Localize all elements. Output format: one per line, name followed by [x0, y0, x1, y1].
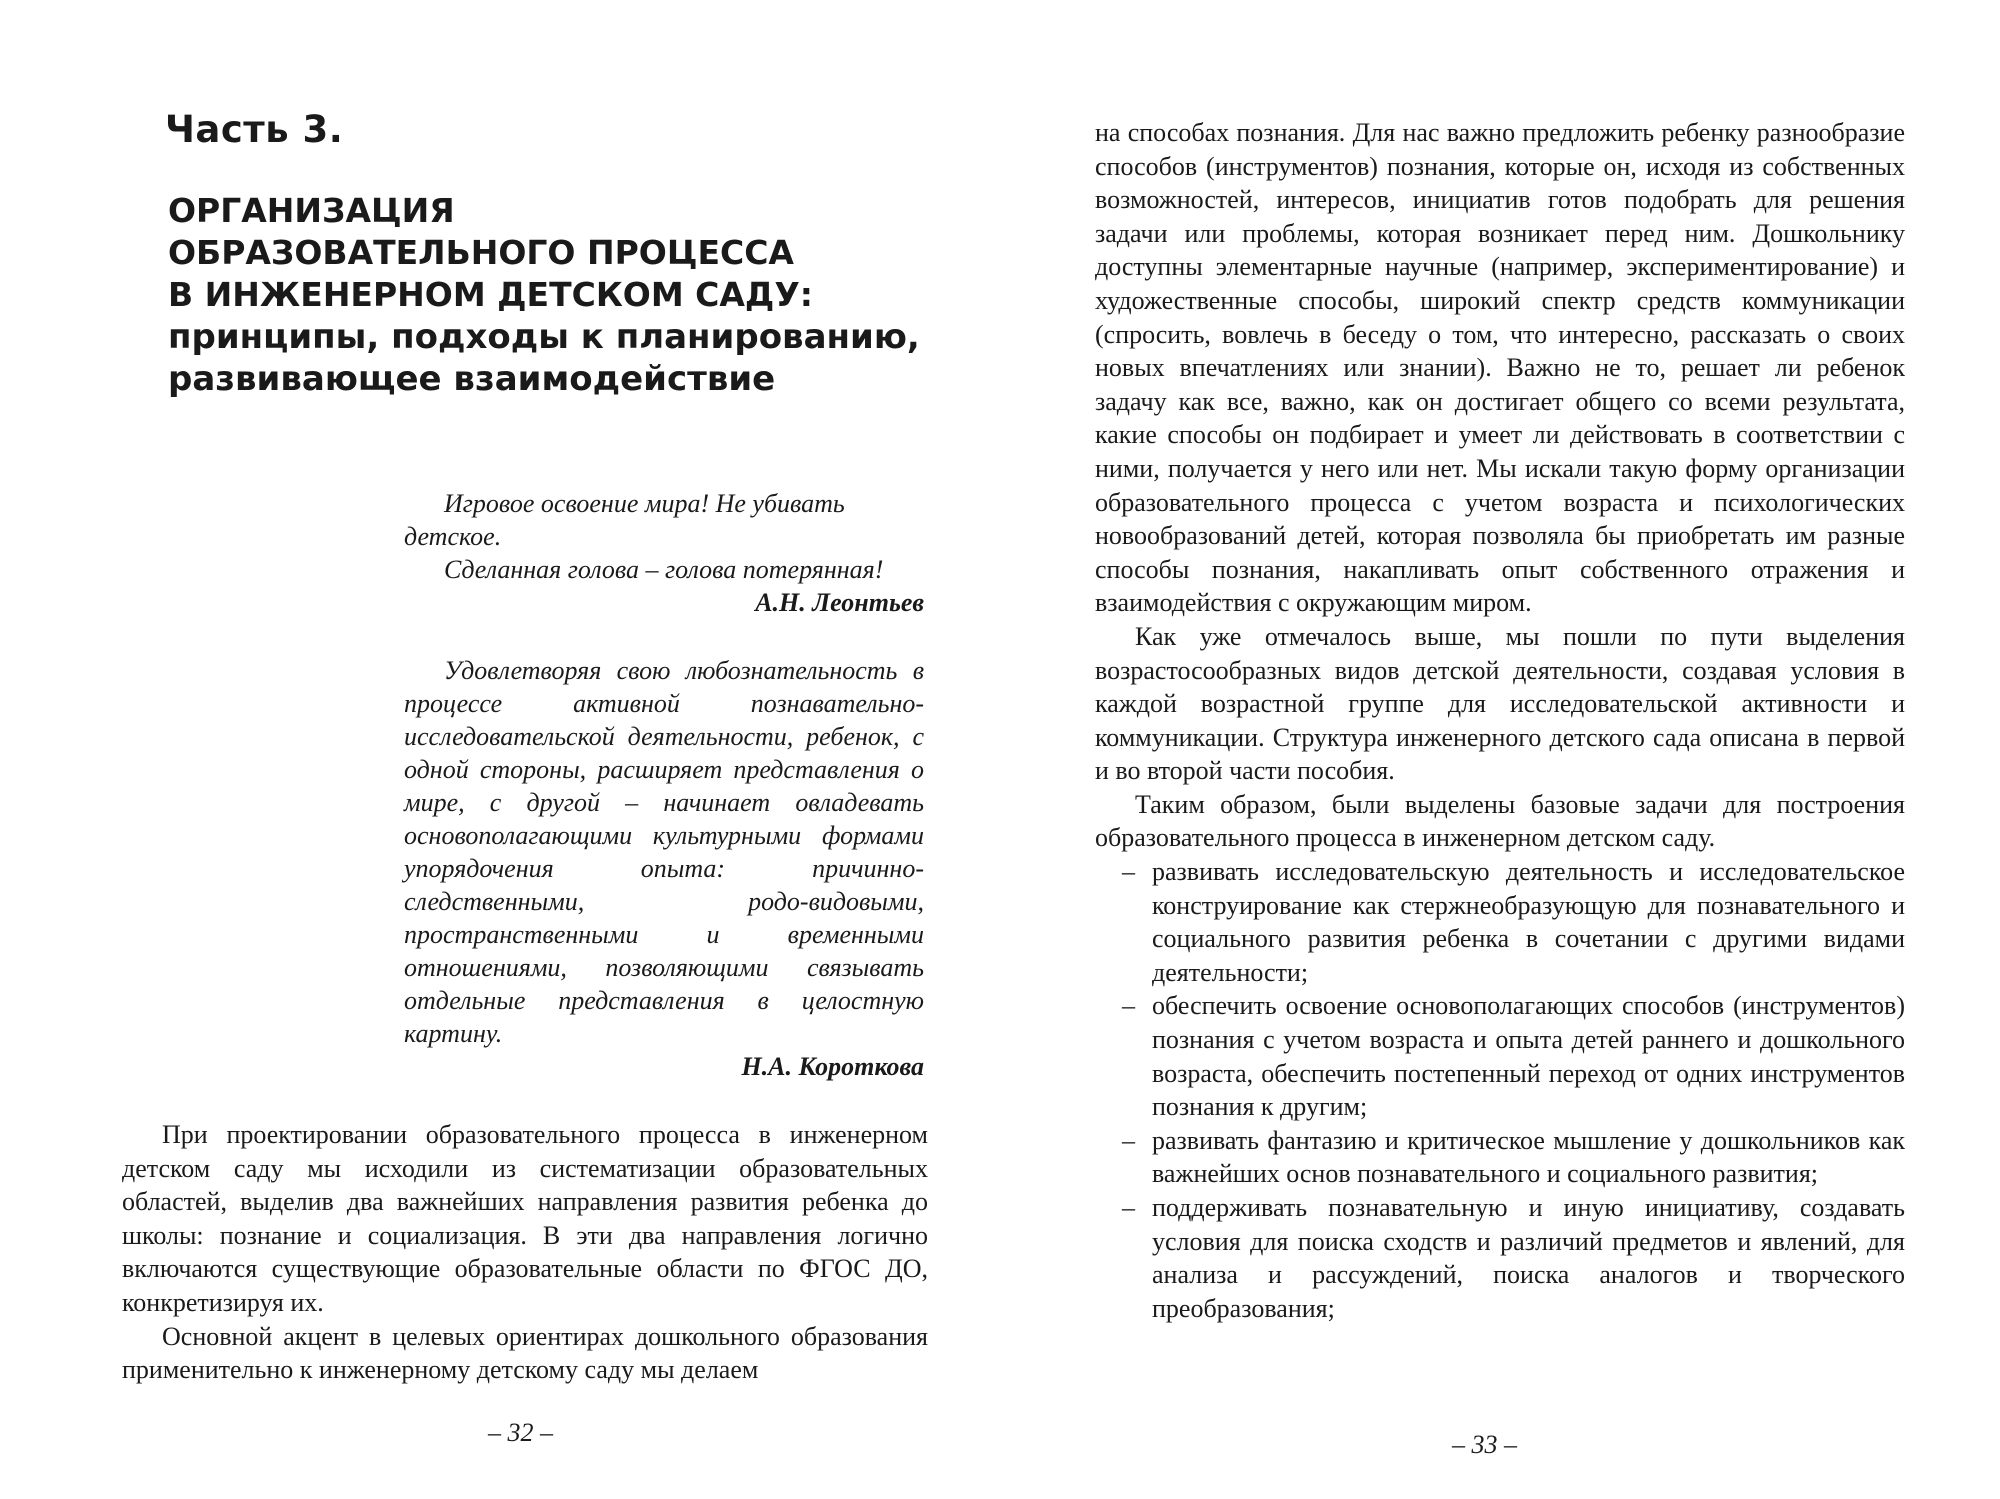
list-item [1095, 1191, 1905, 1325]
right-page [1000, 0, 2000, 1499]
list-item [1095, 855, 1905, 989]
epigraph-line: детское. [404, 522, 502, 551]
dash-marker: – [1122, 1125, 1135, 1155]
left-body-text [122, 1118, 928, 1387]
title-line: ОБРАЗОВАТЕЛЬНОГО ПРОЦЕССА [168, 233, 794, 272]
page-number: – 33 – [1452, 1430, 1517, 1459]
epigraph-author: Н.А. Короткова [741, 1052, 924, 1081]
dash-marker: – [1122, 1193, 1135, 1222]
list-item-text: развивать фантазию и критическое мышление у дошкольников как важнейших основ познавательного и социального развития; [1152, 1125, 1905, 1189]
list-item-text: обеспечить освоение основополагающих способов (инструментов) познания с учетом возраста и опыта детей раннего и дошкольного возраста, обеспечить постепенный переход от одних инструментов познания к другим; [1152, 991, 1905, 1122]
page-number: – 32 – [488, 1418, 553, 1447]
part-label: Часть 3. [165, 108, 344, 151]
paragraph: При проектировании образовательного процесса в инженерном детском саду мы исходили из систематизации образовательных областей, выделив два важнейших направления развития ребенка до школы: познание и социализация. В эти два направления логично включаются существующие образовательные области по ФГОС ДО, конкретизируя их. [122, 1120, 928, 1317]
chapter-title [168, 190, 988, 400]
list-item-text: развивать исследовательскую деятельность и исследовательское конструирование как стержнеобразующую для познавательного и социального развития ребенка в сочетании с другими видами деятельности; [1152, 857, 1905, 987]
list-item [1095, 1124, 1905, 1191]
epigraph-line: Игровое освоение мира! Не убивать [444, 489, 845, 518]
list-item-text: поддерживать познавательную и иную инициативу, создавать условия для поиска сходств и различий предметов и явлений, для анализа и рассуждений, поиска аналогов и творческого преобразования; [1152, 1193, 1905, 1323]
paragraph: Основной акцент в целевых ориентирах дошкольного образования применительно к инженерному детскому саду мы делаем [122, 1321, 928, 1385]
paragraph: на способах познания. Для нас важно предложить ребенку разнообразие способов (инструментов) познания, которые он, исходя из собственных возможностей, интересов, инициатив готов подобрать для решения задачи или проблемы, которая возникает перед ним. Дошкольнику доступны элементарные научные (например, экспериментирование) и художественные способы, широкий спектр средств коммуникации (спросить, вовлечь в беседу о том, что интересно, рассказать о своих новых впечатлениях или знании). Важно не то, решает ли ребенок задачу как все, важно, как он достигает общего со всеми результата, какие способы он подбирает и умеет ли действовать в соответствии с ними, получается у него или нет. Мы искали такую форму организации образовательного процесса с учетом возраста и психологических новообразований детей, которая позволяла бы приобретать им разные способы познания, накапливать опыт собственного отражения и взаимодействия с окружающим миром. [1095, 118, 1905, 618]
list-item [1095, 989, 1905, 1123]
title-line: ОРГАНИЗАЦИЯ [168, 191, 455, 230]
subtitle-line: развивающее взаимодействие [168, 359, 776, 399]
epigraph-line: Сделанная голова – голова потерянная! [444, 555, 884, 584]
right-body-text [1095, 116, 1905, 1325]
dash-marker: – [1122, 857, 1135, 887]
paragraph: Как уже отмечалось выше, мы пошли по пути выделения возрастосообразных видов детской деятельности, создавая условия в каждой возрастной группе для исследовательской активности и коммуникации. Структура инженерного детского сада описана в первой и во второй части пособия. [1095, 621, 1905, 786]
epigraph-text: Удовлетворяя свою любознательность в процессе активной познавательно-исследовательской деятельности, ребенок, с одной стороны, расширяет представления о мире, с другой – начинает овладевать основополагающими культурными формами упорядочения опыта: причинно-следственными, родо-видовыми, пространственными и временными отношениями, позволяющими связывать отдельные представления в целостную картину. [404, 656, 924, 1048]
title-line: В ИНЖЕНЕРНОМ ДЕТСКОМ САДУ: [168, 275, 813, 314]
task-list [1095, 855, 1905, 1325]
dash-marker: – [1122, 991, 1135, 1021]
paragraph: Таким образом, были выделены базовые задачи для построения образовательного процесса в инженерном детском саду. [1095, 789, 1905, 853]
epigraph-author: А.Н. Леонтьев [755, 588, 924, 617]
subtitle-line: принципы, подходы к планированию, [168, 317, 920, 357]
epigraph-korotkova [404, 654, 924, 1083]
epigraph-leontiev [404, 487, 924, 619]
